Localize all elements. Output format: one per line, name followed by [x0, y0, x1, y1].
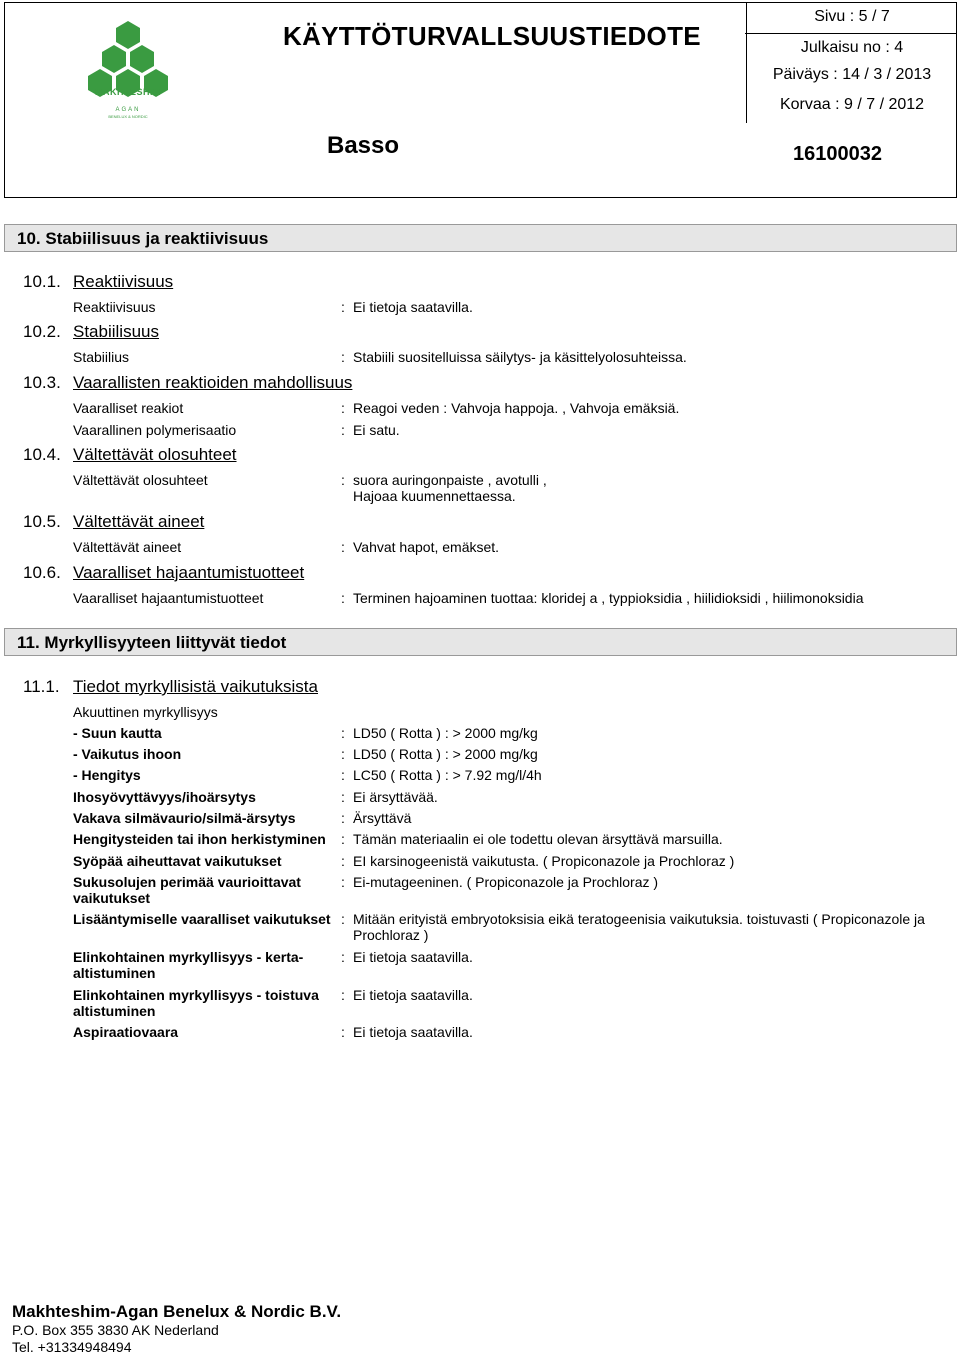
document-title: KÄYTTÖTURVALLSUUSTIEDOTE: [283, 21, 701, 51]
logo-subtext-2: BENELUX & NORDIC: [108, 114, 148, 119]
field-label: Vakava silmävaurio/silmä-ärsytys: [73, 810, 296, 826]
field-label: Stabiilius: [73, 349, 130, 365]
field-label-cont: vaikutukset: [73, 890, 151, 906]
replaces-date: Korvaa : 9 / 7 / 2012: [779, 96, 925, 113]
product-name: Basso: [327, 132, 400, 159]
field-label-cont: altistuminen: [73, 965, 156, 981]
field-label: Akuuttinen myrkyllisyys: [73, 704, 218, 720]
field-label: Vaaralliset reakiot: [73, 400, 184, 416]
field-label: Lisääntymiselle vaaralliset vaikutukset: [73, 911, 331, 927]
field-label: - Vaikutus ihoon: [73, 746, 182, 762]
footer-company: Makhteshim-Agan Benelux & Nordic B.V.: [12, 1302, 342, 1321]
section-11-heading: 11. Myrkyllisyyteen liittyvät tiedot: [4, 628, 957, 656]
issue-number: Julkaisu no : 4: [800, 39, 904, 56]
field-label: Reaktiivisuus: [73, 299, 156, 315]
field-label: Syöpää aiheuttavat vaikutukset: [73, 853, 282, 869]
logo-text: MAKHTESHIM: [95, 87, 161, 97]
issue-date: Päiväys : 14 / 3 / 2013: [772, 66, 932, 83]
field-label: Vältettävät olosuhteet: [73, 472, 208, 488]
field-label: - Suun kautta: [73, 725, 162, 741]
field-label: Ihosyövyttävyys/ihoärsytys: [73, 789, 256, 805]
product-code: 16100032: [793, 143, 882, 165]
field-label-cont: altistuminen: [73, 1003, 156, 1019]
field-label: Sukusolujen perimää vaurioittavat: [73, 874, 301, 890]
field-label: Elinkohtainen myrkyllisyys - toistuva: [73, 987, 319, 1003]
field-label: Vältettävät aineet: [73, 539, 182, 555]
field-label: Vaaralliset hajaantumistuotteet: [73, 590, 264, 606]
header-divider-h: [745, 33, 957, 34]
field-label: - Hengitys: [73, 767, 141, 783]
logo-subtext: AGAN: [115, 107, 141, 113]
field-label: Aspiraatiovaara: [73, 1024, 179, 1040]
field-label: Hengitysteiden tai ihon herkistyminen: [73, 831, 326, 847]
field-label: Vaarallinen polymerisaatio: [73, 422, 237, 438]
footer-address: P.O. Box 355 3830 AK Nederland: [12, 1322, 219, 1338]
footer-phone: Tel. +31334948494: [12, 1339, 132, 1355]
section-10-heading: 10. Stabiilisuus ja reaktiivisuus: [4, 224, 957, 252]
page-number: Sivu : 5 / 7: [814, 8, 890, 25]
field-label: Elinkohtainen myrkyllisyys - kerta-: [73, 949, 304, 965]
document-header: [4, 2, 957, 198]
